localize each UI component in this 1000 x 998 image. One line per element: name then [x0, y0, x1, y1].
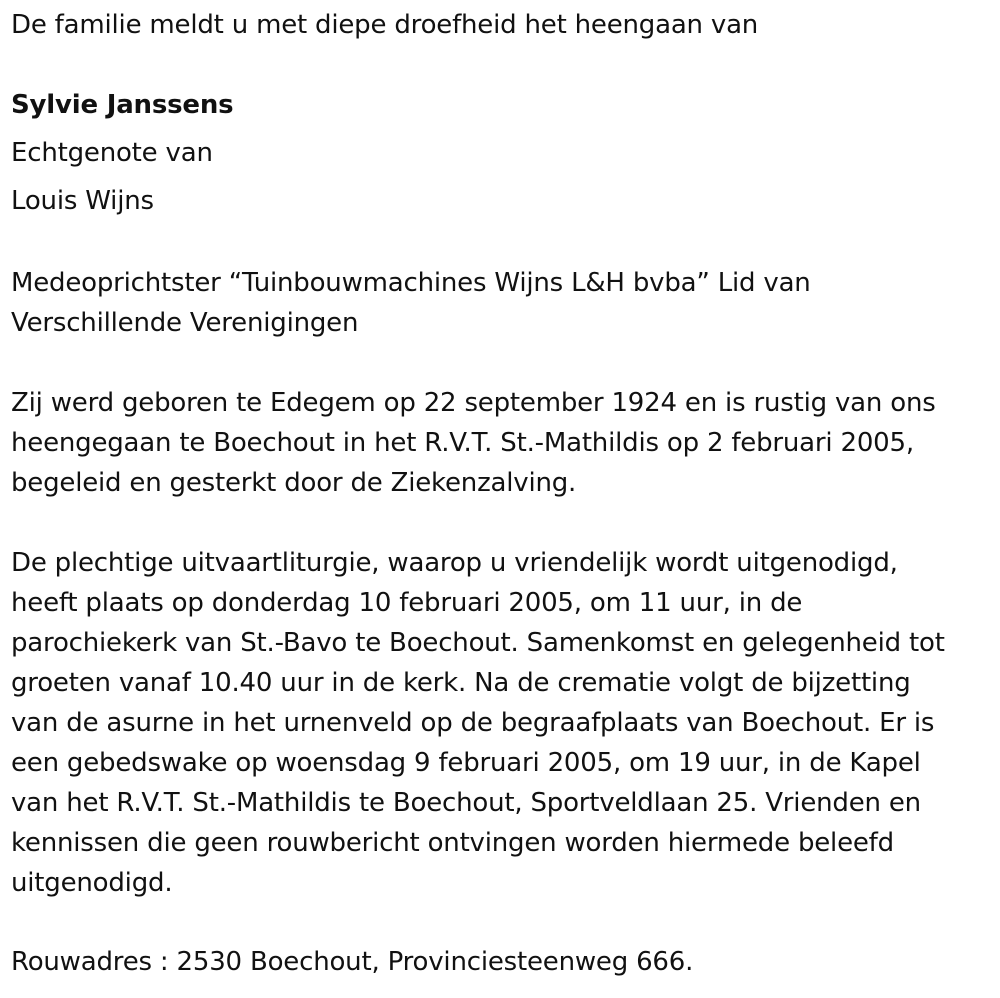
ceremony-line: uitgenodigd.: [11, 868, 173, 898]
bio-line: Zij werd geboren te Edegem op 22 september 1924 en is rustig van ons: [11, 388, 936, 418]
bio-line: heengegaan te Boechout in het R.V.T. St.-Mathildis op 2 februari 2005,: [11, 428, 914, 458]
spouse-label: Echtgenote van: [11, 138, 213, 168]
bio-line: begeleid en gesterkt door de Ziekenzalving.: [11, 468, 577, 498]
ceremony-line: kennissen die geen rouwbericht ontvingen worden hiermede beleefd: [11, 828, 894, 858]
ceremony-line: van het R.V.T. St.-Mathildis te Boechout, Sportveldlaan 25. Vrienden en: [11, 788, 921, 818]
ceremony-line: groeten vanaf 10.40 uur in de kerk. Na de crematie volgt de bijzetting: [11, 668, 911, 698]
spouse-name: Louis Wijns: [11, 186, 154, 216]
biography-paragraph: [11, 383, 936, 503]
deceased-name: Sylvie Janssens: [11, 90, 234, 120]
ceremony-line: een gebedswake op woensdag 9 februari 2005, om 19 uur, in de Kapel: [11, 748, 921, 778]
ceremony-line: heeft plaats op donderdag 10 februari 2005, om 11 uur, in de: [11, 588, 803, 618]
ceremony-line: De plechtige uitvaartliturgie, waarop u vriendelijk wordt uitgenodigd,: [11, 548, 898, 578]
roles-paragraph: [11, 263, 811, 343]
ceremony-paragraph: [11, 543, 945, 903]
roles-line: Medeoprichtster “Tuinbouwmachines Wijns L&H bvba” Lid van: [11, 268, 811, 298]
intro-text: De familie meldt u met diepe droefheid het heengaan van: [11, 10, 759, 40]
ceremony-line: van de asurne in het urnenveld op de begraafplaats van Boechout. Er is: [11, 708, 935, 738]
ceremony-line: parochiekerk van St.-Bavo te Boechout. Samenkomst en gelegenheid tot: [11, 628, 945, 658]
mourning-address: Rouwadres : 2530 Boechout, Provinciesteenweg 666.: [11, 947, 694, 977]
roles-line: Verschillende Verenigingen: [11, 308, 359, 338]
